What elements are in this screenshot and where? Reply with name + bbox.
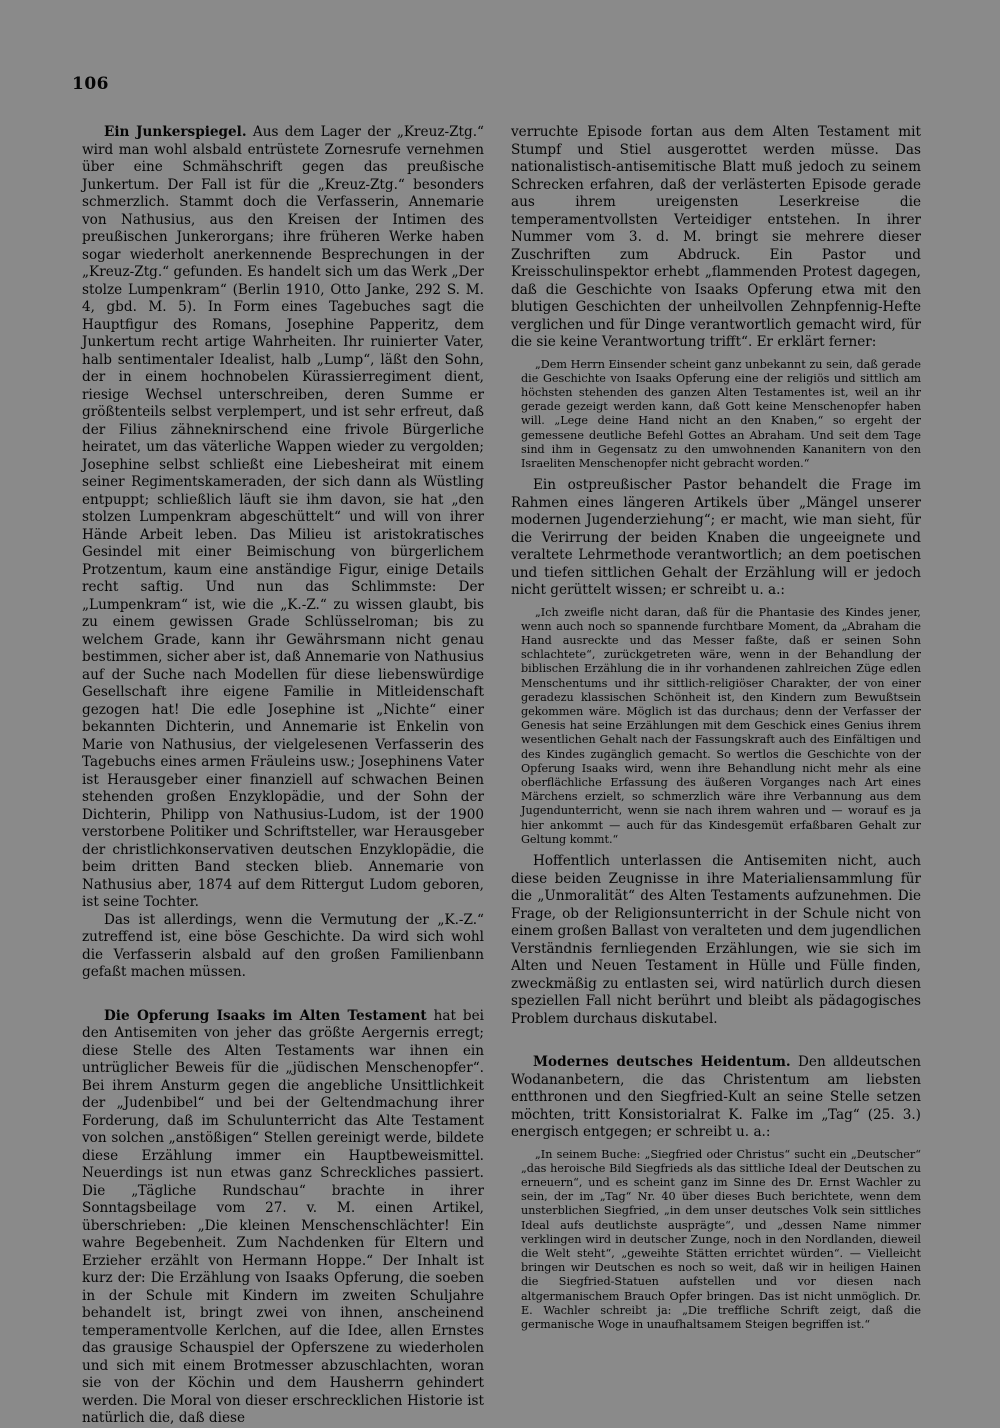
article-opferung-isaaks bbox=[82, 1008, 484, 1428]
quote-text: „Ich zweifle nicht daran, daß für die Phantasie des Kindes jener, wenn auch noch so spannende furchtbare Moment, da „Abraham die Hand ausreckte und das Messer faßte, daß er seinen Sohn schlachtete“, zurückgetreten wäre, wenn in der Behandlung der biblischen Erzählung die in ihr vorhandenen zahlreichen Züge edlen Menschentums und ihr sittlich-religiöser Charakter, der von einer geradezu klassischen Schönheit ist, den Kindern zum Bewußtsein gekommen wäre. Möglich ist das durchaus; denn der Verfasser der Genesis hat seine Erzählungen mit dem Geschick eines Genius ihrem wesentlichen Gehalt nach der Fassungskraft auch des Einfältigen und des Kindes zugänglich gemacht. So wertlos die Geschichte von der Opferung Isaaks wird, wenn ihre Behandlung nicht mehr als eine oberflächliche Erfassung des äußeren Vorganges nach Art eines Märchens erzielt, so schmerzlich wäre ihre Verbannung aus dem Jugendunterricht, wenn sie nach ihrem wahren und — worauf es ja hier ankommt — auch für das Kindesgemüt erfaßbaren Gehalt zur Geltung kommt.“ bbox=[521, 605, 921, 846]
paragraph-text: Ein ostpreußischer Pastor behandelt die Frage im Rahmen eines längeren Artikels über „Mängel unserer modernen Jugenderziehung“; er macht, wie man sieht, für die Verirrung der beiden Knaben die ungeeignete und veraltete Lehrmethode verantwortlich; an dem poetischen und tiefen sittlichen Gehalt der Erzählung will er jedoch nicht gerüttelt wissen; er schreibt u. a.: bbox=[511, 477, 921, 599]
heading-heidentum: Modernes deutsches Heidentum. bbox=[533, 1054, 791, 1071]
left-column bbox=[82, 124, 484, 1428]
paragraph-text: hat bei den Antisemiten von jeher das größte Aergernis erregt; diese Stelle des Alten Testaments war ihnen ein untrüglicher Beweis für die „jüdischen Menschenopfer“. Bei ihrem Ansturm gegen die angebliche Unsittlichkeit der „Judenbibel“ und bei der Geltendmachung ihrer Forderung, daß im Schulunterricht das Alte Testament von solchen „anstößigen“ Stellen gereinigt werde, bildete diese Erzählung immer ein Hauptbeweismittel. Neuerdings ist nun etwas ganz Schreckliches passiert. Die „Tägliche Rundschau“ brachte in ihrer Sonntagsbeilage vom 27. v. M. einen Artikel, überschrieben: „Die kleinen Menschenschlächter! Ein wahre Begebenheit. Zum Nachdenken für Eltern und Erzieher erzählt von Hermann Hoppe.“ Der Inhalt ist kurz der: Die Erzählung von Isaaks Opferung, die soeben in der Schule mit Kindern im zweiten Schuljahre behandelt ist, bringt zwei von ihnen, anscheinend temperamentvolle Kerlchen, auf die Idee, allen Ernstes das grausige Schauspiel der Opferszene zu wiederholen und sich mit einem Brotmesser abzuschlachten, woran sie von der Köchin und dem Hausherrn gehindert werden. Die Moral von dieser erschrecklichen Historie ist natürlich die, daß diese bbox=[82, 1007, 485, 1426]
paragraph-text: Hoffentlich unterlassen die Antisemiten nicht, auch diese beiden Zeugnisse in ihre Materialiensammlung für die „Unmoralität“ des Alten Testaments aufzunehmen. Die Frage, ob der Religionsunterricht in der Schule nicht von einem großen Ballast von veralteten und dem jugendlichen Verständnis fernliegenden Erzählungen, wie sie sich im Alten und Neuen Testament in Hülle und Fülle finden, zweckmäßig zu entlasten sei, wird natürlich durch diesen speziellen Fall nicht berührt und bleibt als pädagogisches Problem durchaus diskutabel. bbox=[511, 853, 921, 1027]
heading-junkerspiegel: Ein Junkerspiegel. bbox=[104, 124, 247, 140]
quote-block bbox=[511, 1148, 921, 1333]
section-gap bbox=[82, 982, 484, 1008]
paragraph-text: verruchte Episode fortan aus dem Alten Testament mit Stumpf und Stiel ausgerottet werden müsse. Das nationalistisch-antisemitische Blatt muß jedoch zu seinem Schrecken erfahren, daß der verlästerten Episode gerade aus ihrem ureigensten Leserkreise die temperamentvollsten Verteidiger entstehen. In ihrer Nummer vom 3. d. M. bringt sie mehrere dieser Zuschriften zum Abdruck. Ein Pastor und Kreisschulinspektor erhebt „flammenden Protest dagegen, daß die Geschichte von Isaaks Opferung etwa mit den blutigen Geschichten der unheilvollen Zehnpfennig-Hefte verglichen und für Dinge verantwortlich gemacht wird, für die sie keine Verantwortung trifft“. Er erklärt ferner: bbox=[511, 124, 921, 350]
article-heidentum bbox=[511, 1054, 921, 1142]
quote-text: „Dem Herrn Einsender scheint ganz unbekannt zu sein, daß gerade die Geschichte von Isaaks Opferung eine der religiös und sittlich am höchsten stehenden des ganzen Alten Testamentes ist, weil an ihr gerade gezeigt werden kann, daß Gott keine Menschenopfer haben will. „Lege deine Hand nicht an den Knaben,“ so ergeht der gemessene deutliche Befehl Gottes an Abraham. Und seit dem Tage sind ihm in Gegensatz zu den umwohnenden Kananitern von den Israeliten Menschenopfer nicht gebracht worden.“ bbox=[521, 357, 921, 470]
section-gap bbox=[511, 1028, 921, 1054]
page-number: 106 bbox=[72, 74, 109, 94]
paragraph-text: Den alldeutschen Wodananbetern, die das Christentum am liebsten entthronen und den Siegfried-Kult an seine Stelle setzen möchten, tritt Konsistorialrat K. Falke im „Tag“ (25. 3.) energisch entgegen; er schreibt u. a.: bbox=[511, 1054, 921, 1141]
heading-opferung-isaaks: Die Opferung Isaaks im Alten Testament bbox=[104, 1007, 427, 1024]
right-column bbox=[511, 124, 921, 1338]
quote-text: „In seinem Buche: „Siegfried oder Christus“ sucht ein „Deutscher“ „das heroische Bild Siegfrieds als das sittliche Ideal der Deutschen zu erneuern“, und es scheint ganz im Sinne des Dr. Ernst Wachler zu sein, der im „Tag“ Nr. 40 über dieses Buch berichtete, wenn dem unsterblichen Siegfried, „in dem unser deutsches Volk sein sittliches Ideal aufs deutlichste ausprägte“, und „dessen Name nimmer verklingen wird in deutscher Zunge, noch in den Nordlanden, dieweil die Welt steht“, „geweihte Stätten errichtet würden“. — Vielleicht bringen wir Deutschen es noch so weit, daß wir in heiligen Hainen die Siegfried-Statuen aufstellen und vor diesen nach altgermanischem Brauch Opfer bringen. Das ist nicht unmöglich. Dr. E. Wachler schreibt ja: „Die treffliche Schrift zeigt, daß die germanische Woge in unaufhaltsamem Steigen begriffen ist.“ bbox=[521, 1147, 921, 1332]
quote-block bbox=[511, 606, 921, 847]
paragraph-text: Aus dem Lager der „Kreuz-Ztg.“ wird man wohl alsbald entrüstete Zornesrufe vernehmen über eine Schmähschrift gegen das preußische Junkertum. Der Fall ist für die „Kreuz-Ztg.“ besonders schmerzlich. Stammt doch die Verfasserin, Annemarie von Nathusius, aus den Kreisen der Intimen des preußischen Junkerorgans; ihre früheren Werke haben sogar wiederholt anerkennende Besprechungen in der „Kreuz-Ztg.“ gefunden. Es handelt sich um das Werk „Der stolze Lumpenkram“ (Berlin 1910, Otto Janke, 292 S. M. 4, gbd. M. 5). In Form eines Tagebuches sagt die Hauptfigur des Romans, Josephine Papperitz, dem Junkertum recht artige Wahrheiten. Ihr ruinierter Vater, halb sentimentaler Idealist, halb „Lump“, läßt den Sohn, der in einem hochnobelen Kürassierregiment dient, riesige Wechsel unterschreiben, deren Summe er größtenteils selbst verplempert, und ist sehr erfreut, daß der Filius zähneknirschend eine frivole Bürgerliche heiratet, um das väterliche Wappen wieder zu vergolden; Josephine selbst schließt eine Liebesheirat mit einem seiner Regimentskameraden, der sich dann als Wüstling entpuppt; schließlich läuft sie ihm davon, sie hat „den stolzen Lumpenkram abgeschüttelt“ und will von ihrer Hände Arbeit leben. Das Milieu ist aristokratisches Gesindel mit einer Beimischung von bürgerlichem Protzentum, kaum eine anständige Figur, einige Details recht saftig. Und nun das Schlimmste: Der „Lumpenkram“ ist, wie die „K.-Z.“ zu wissen glaubt, bis zu einem gewissen Grade Schlüsselroman; bis zu welchem Grade, kann ihr Gewährsmann nicht genau bestimmen, sicher aber ist, daß Annemarie von Nathusius auf der Suche nach Modellen für diese liebenswürdige Gesellschaft ihre eigene Familie in Mitleidenschaft gezogen hat! Die edle Josephine ist „Nichte“ einer bekannten Dichterin, und Annemarie ist Enkelin von Marie von Nathusius, der vielgelesenen Verfasserin des Tagebuchs eines armen Fräuleins usw.; Josephinens Vater ist Herausgeber einer finanziell auf schwachen Beinen stehenden großen Enzyklopädie, und der Sohn der Dichterin, Philipp von Nathusius-Ludom, ist der 1900 verstorbene Politiker und Schriftsteller, war Herausgeber der christlichkonservativen deutschen Enzyklopädie, die beim dritten Band stecken blieb. Annemarie von Nathusius aber, 1874 auf dem Rittergut Ludom geboren, ist seine Tochter. bbox=[82, 124, 484, 910]
quote-block bbox=[511, 358, 921, 472]
article-junkerspiegel bbox=[82, 124, 484, 912]
paragraph-text: Das ist allerdings, wenn die Vermutung der „K.-Z.“ zutreffend ist, eine böse Geschichte. Da wird sich wohl die Verfasserin alsbald auf den großen Familienbann gefaßt machen müssen. bbox=[82, 911, 484, 980]
